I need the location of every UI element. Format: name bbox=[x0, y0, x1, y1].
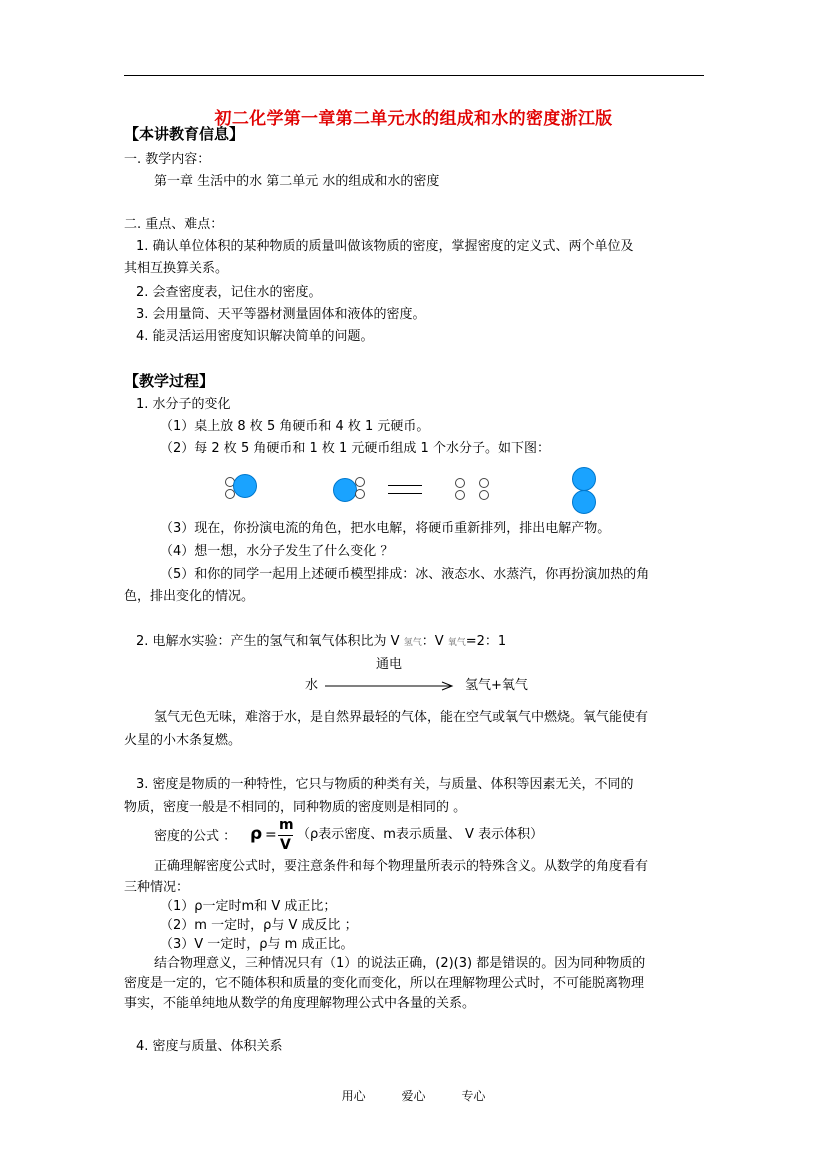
section-process-heading: 【教学过程】 bbox=[124, 372, 215, 390]
equals-line bbox=[388, 485, 422, 486]
subscript-oxygen: 氧气 bbox=[447, 638, 466, 648]
item-3c2: 三种情况： bbox=[124, 880, 190, 895]
small-coin bbox=[355, 489, 365, 499]
item-3d1: 结合物理意义，三种情况只有（1）的说法正确，(2)(3) 都是错误的。因为同种物质的 bbox=[154, 956, 646, 971]
reaction-arrow-icon bbox=[324, 679, 456, 693]
item-2-para-2: 火星的小木条复燃。 bbox=[124, 733, 242, 748]
equation-right: 氢气+氧气 bbox=[465, 678, 528, 693]
item-1c: （3）现在，你扮演电流的角色，把水电解，将硬币重新排列，排出电解产物。 bbox=[160, 521, 611, 536]
item-1-heading: 1. 水分子的变化 bbox=[136, 397, 231, 412]
point-2: 2. 会查密度表，记住水的密度。 bbox=[136, 285, 322, 300]
equation-condition: 通电 bbox=[376, 657, 403, 672]
small-coin bbox=[455, 478, 465, 488]
item-1a: （1）桌上放 8 枚 5 角硬币和 4 枚 1 元硬币。 bbox=[160, 419, 430, 434]
point-4: 4. 能灵活运用密度知识解决简单的问题。 bbox=[136, 329, 374, 344]
s1-heading: 一. 教学内容： bbox=[124, 152, 211, 167]
footer-item: 专心 bbox=[461, 1089, 486, 1103]
page-title: 初二化学第一章第二单元水的组成和水的密度浙江版 bbox=[214, 109, 613, 129]
formula-numerator: m bbox=[279, 817, 294, 833]
ratio-mid: ：V bbox=[421, 634, 448, 649]
formula-note: （ρ表示密度、m表示质量、 V 表示体积） bbox=[297, 827, 544, 842]
equation-left: 水 bbox=[305, 678, 319, 693]
formula-equals: = bbox=[265, 827, 277, 843]
s1-line: 第一章 生活中的水 第二单元 水的组成和水的密度 bbox=[154, 174, 440, 189]
item-1e1: （5）和你的同学一起用上述硬币模型排成：冰、液态水、水蒸汽，你再扮演加热的角 bbox=[160, 567, 650, 582]
small-coin bbox=[355, 477, 365, 487]
large-coin bbox=[233, 474, 257, 498]
item-1e2: 色，排出变化的情况。 bbox=[124, 589, 255, 604]
large-coin bbox=[572, 467, 596, 491]
formula-rho: ρ bbox=[250, 824, 263, 844]
header-rule bbox=[124, 75, 704, 76]
small-coin bbox=[479, 490, 489, 500]
item-3c1: 正确理解密度公式时，要注意条件和每个物理量所表示的特殊含义。从数学的角度看有 bbox=[154, 859, 649, 874]
item-3d2: 密度是一定的，它不随体积和质量的变化而变化，所以在理解物理公式时，不可能脱离物理 bbox=[124, 976, 645, 991]
item-2-para-1: 氢气无色无味，难溶于水，是自然界最轻的气体，能在空气或氧气中燃烧。氧气能使有 bbox=[154, 710, 649, 725]
item-1d: （4）想一想，水分子发生了什么变化 ？ bbox=[160, 544, 394, 559]
large-coin bbox=[572, 490, 596, 514]
point-3: 3. 会用量筒、天平等器材测量固体和液体的密度。 bbox=[136, 307, 426, 322]
small-coin bbox=[455, 490, 465, 500]
footer-item: 爱心 bbox=[401, 1089, 426, 1103]
small-coin bbox=[479, 478, 489, 488]
point-1a: 1. 确认单位体积的某种物质的质量叫做该物质的密度，掌握密度的定义式、两个单位及 bbox=[136, 239, 634, 254]
case-2: （2）m 一定时，ρ与 V 成反比 ； bbox=[160, 918, 358, 933]
equals-line bbox=[388, 493, 422, 494]
fraction-bar bbox=[278, 835, 293, 836]
large-coin bbox=[333, 478, 357, 502]
footer-item: 用心 bbox=[341, 1089, 366, 1103]
item-3b: 物质，密度一般是不相同的，同种物质的密度则是相同的 。 bbox=[124, 800, 467, 815]
item-1b: （2）每 2 枚 5 角硬币和 1 枚 1 元硬币组成 1 个水分子。如下图： bbox=[160, 441, 550, 456]
subscript-hydrogen: 氢气 bbox=[403, 638, 422, 648]
ratio-end: =2：1 bbox=[465, 634, 507, 649]
item-2-heading-text: 2. 电解水实验：产生的氢气和氧气体积比为 V bbox=[136, 634, 404, 649]
formula-denominator: V bbox=[280, 837, 291, 853]
case-1: （1）ρ一定时m和 V 成正比； bbox=[160, 899, 337, 914]
point-1b: 其相互换算关系。 bbox=[124, 261, 229, 276]
page-footer bbox=[0, 1087, 827, 1104]
item-3d3: 事实，不能单纯地从数学的角度理解物理公式中各量的关系。 bbox=[124, 996, 476, 1011]
item-3a: 3. 密度是物质的一种特性，它只与物质的种类有关，与质量、体积等因素无关，不同的 bbox=[136, 777, 634, 792]
item-4-heading: 4. 密度与质量、体积关系 bbox=[136, 1039, 283, 1054]
section-info-heading: 【本讲教育信息】 bbox=[124, 125, 245, 143]
s2-heading: 二. 重点、难点： bbox=[124, 217, 224, 232]
item-2-heading bbox=[136, 634, 506, 651]
formula-label: 密度的公式 ： bbox=[154, 829, 237, 844]
case-3: （3）V 一定时，ρ与 m 成正比。 bbox=[160, 937, 354, 952]
